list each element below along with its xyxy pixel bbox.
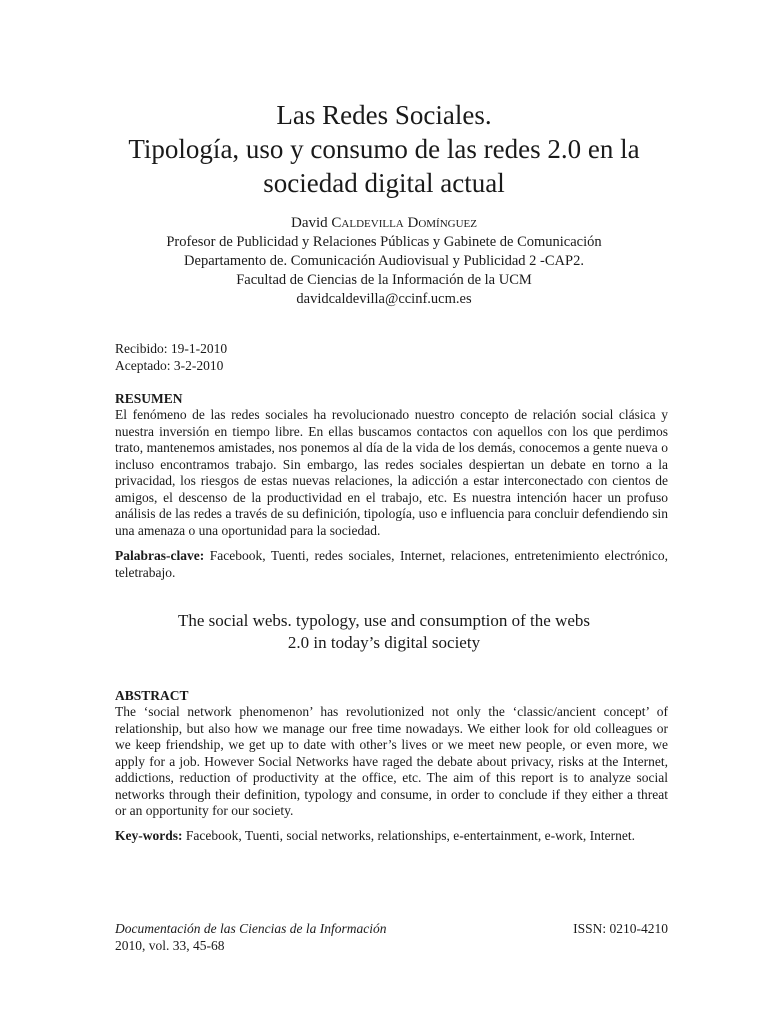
author-first-name: David [291, 215, 328, 231]
english-title [0, 610, 768, 654]
title-line-3: sociedad digital actual [263, 168, 505, 198]
keywords-es-label: Palabras-clave: [115, 548, 205, 563]
keywords-en-label: Key-words: [115, 828, 183, 843]
english-title-line-1: The social webs. typology, use and consumption of the webs [177, 611, 591, 630]
received-date: Recibido: 19-1-2010 [115, 341, 228, 356]
abstract-text: The ‘social network phenomenon’ has revolutionized not only the ‘classic/ancient concept’ of relationship, but also how we manage our free time nowadays. We either look for old colleagues or we keep friendship, we get up to date with other’s lives or we meet new people, or even more, we apply for a job. However Social Networks have raged the debate about privacy, risks at the Internet, addictions, reduction of productivity at the office, etc. The aim of this report is to analyze social networks through their definition, typology and consume, in order to conclude if they either a threat or an opportunity for our society. [115, 704, 668, 818]
paper-title [0, 98, 768, 200]
journal-volume: 2010, vol. 33, 45-68 [115, 938, 225, 953]
keywords-es-section [115, 548, 668, 581]
accepted-date: Aceptado: 3-2-2010 [115, 358, 224, 373]
keywords-en-section [115, 828, 668, 845]
author-name [0, 214, 768, 233]
title-line-2: Tipología, uso y consumo de las redes 2.0 en la [128, 134, 640, 164]
journal-name: Documentación de las Ciencias de la Información [115, 921, 387, 936]
author-affiliation-department: Departamento de. Comunicación Audiovisual y Publicidad 2 -CAP2. [184, 253, 584, 269]
author-email: davidcaldevilla@ccinf.ucm.es [296, 291, 472, 307]
resumen-heading: RESUMEN [115, 391, 183, 406]
abstract-section [115, 688, 668, 820]
footer-issn: ISSN: 0210-4210 [573, 921, 668, 936]
keywords-es-text: Facebook, Tuenti, redes sociales, Internet, relaciones, entretenimiento electrónico, teletrabajo. [115, 548, 669, 580]
resumen-section [115, 391, 668, 539]
english-title-line-2: 2.0 in today’s digital society [287, 633, 481, 652]
submission-dates [115, 340, 227, 374]
keywords-en-text: Facebook, Tuenti, social networks, relationships, e-entertainment, e-work, Internet. [185, 828, 636, 843]
footer-citation [115, 920, 386, 954]
author-affiliation-faculty: Facultad de Ciencias de la Información de la UCM [236, 272, 532, 288]
abstract-heading: ABSTRACT [115, 688, 189, 703]
author-block [0, 214, 768, 309]
title-line-1: Las Redes Sociales. [276, 100, 492, 130]
resumen-text: El fenómeno de las redes sociales ha revolucionado nuestro concepto de relación social clásica y nuestra inversión en tiempo libre. En ellas buscamos contactos con aquellos con los que perdimos trato, mantenemos amistades, nos ponemos al día de la vida de los demás, conocemos a gente nueva o incluso encontramos trabajo. Sin embargo, las redes sociales despiertan un debate en torno a la privacidad, los riesgos de estas nuevas relaciones, la adicción a estar interconectado con cientos de amigos, el descenso de la productividad en el trabajo, etc. Es nuestra intención hacer un profuso análisis de las redes a través de su definición, tipología, uso e influencia para concluir defendiendo sin una amenaza o una oportunidad para la sociedad. [115, 407, 668, 538]
author-affiliation-position: Profesor de Publicidad y Relaciones Públicas y Gabinete de Comunicación [166, 234, 602, 250]
author-last-name: Caldevilla Domínguez [331, 215, 477, 231]
